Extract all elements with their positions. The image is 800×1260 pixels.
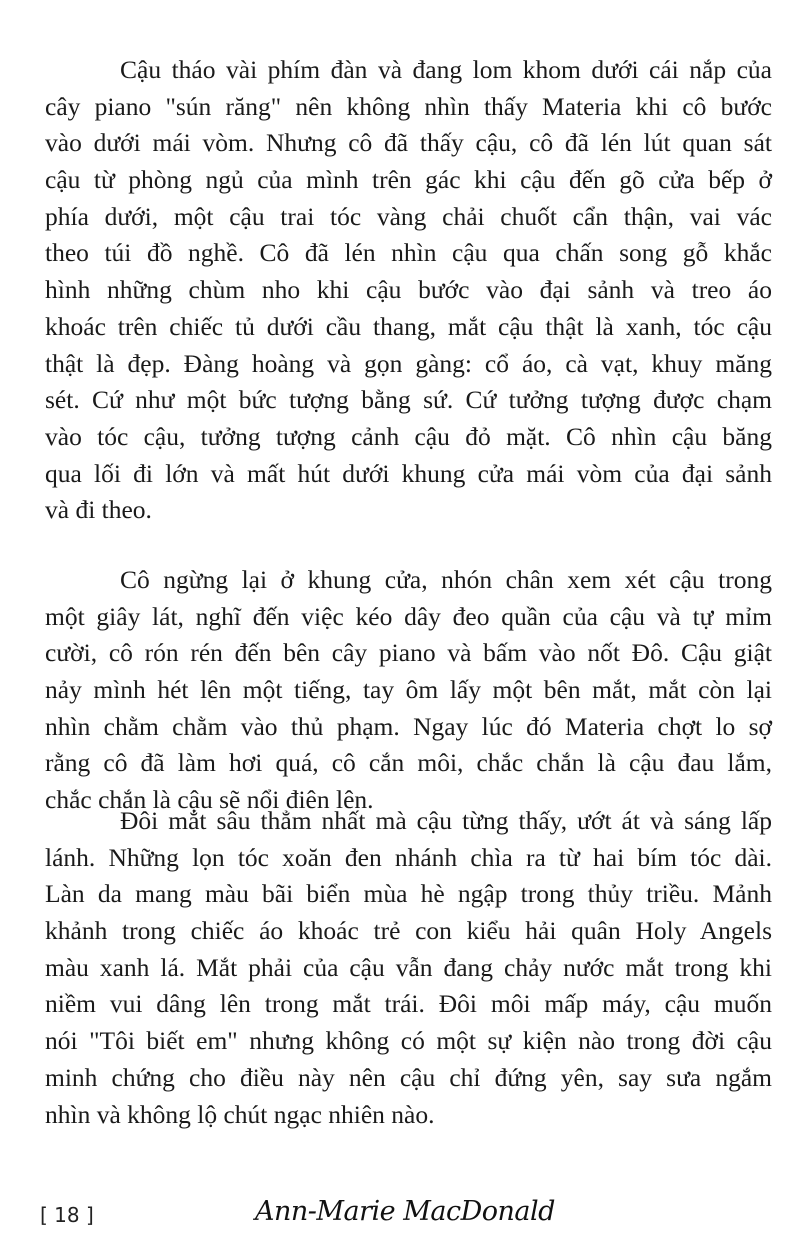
text-line: Đôi mắt sâu thẳm nhất mà cậu từng thấy, ướt át và sáng lấp xyxy=(120,806,772,835)
text-line: theo túi đồ nghề. Cô đã lén nhìn cậu qua chấn song gỗ khắc xyxy=(45,238,772,268)
text-line: nhìn chằm chằm vào thủ phạm. Ngay lúc đó Materia chợt lo sợ xyxy=(45,711,772,741)
text-line: cười, cô rón rén đến bên cây piano và bấm vào nốt Đô. Cậu giật xyxy=(45,638,772,668)
paragraph-2 xyxy=(45,562,772,819)
text-line: chắc chắn là cậu sẽ nổi điên lên. xyxy=(45,785,374,815)
text-line: khoác trên chiếc tủ dưới cầu thang, mắt cậu thật là xanh, tóc cậu xyxy=(45,311,772,341)
text-line: Cậu tháo vài phím đàn và đang lom khom dưới cái nắp của xyxy=(120,55,772,84)
text-line: lánh. Những lọn tóc xoăn đen nhánh chìa ra từ hai bím tóc dài. xyxy=(45,842,772,872)
text-line: qua lối đi lớn và mất hút dưới khung cửa mái vòm của đại sảnh xyxy=(45,458,772,488)
text-line: Cô ngừng lại ở khung cửa, nhón chân xem xét cậu trong xyxy=(120,565,772,594)
text-line: một giây lát, nghĩ đến việc kéo dây đeo quần của cậu và tự mỉm xyxy=(45,601,772,631)
text-line: nhìn và không lộ chút ngạc nhiên nào. xyxy=(45,1099,435,1129)
text-line: vào dưới mái vòm. Nhưng cô đã thấy cậu, cô đã lén lút quan sát xyxy=(45,128,772,158)
text-line: niềm vui dâng lên trong mắt trái. Đôi môi mấp máy, cậu muốn xyxy=(45,989,772,1019)
text-line: và đi theo. xyxy=(45,495,152,525)
text-line: phía dưới, một cậu trai tóc vàng chải chuốt cẩn thận, vai vác xyxy=(45,201,772,231)
text-line: nảy mình hét lên một tiếng, tay ôm lấy một bên mắt, mắt còn lại xyxy=(45,675,772,705)
text-line: minh chứng cho điều này nên cậu chỉ đứng yên, say sưa ngắm xyxy=(45,1062,772,1092)
text-line: cây piano "sún răng" nên không nhìn thấy Materia khi cô bước xyxy=(45,91,772,121)
paragraph-3 xyxy=(45,803,772,1133)
text-line: Làn da mang màu bãi biển mùa hè ngập trong thủy triều. Mảnh xyxy=(45,879,772,909)
paragraph-1 xyxy=(45,52,772,529)
text-line: vào tóc cậu, tưởng tượng cảnh cậu đỏ mặt. Cô nhìn cậu băng xyxy=(45,421,772,451)
text-line: nói "Tôi biết em" nhưng không có một sự kiện nào trong đời cậu xyxy=(45,1026,772,1056)
text-line: sét. Cứ như một bức tượng bằng sứ. Cứ tưởng tượng được chạm xyxy=(45,385,772,415)
text-line: thật là đẹp. Đàng hoàng và gọn gàng: cổ áo, cà vạt, khuy măng xyxy=(45,348,772,378)
page-number: [ 18 ] xyxy=(40,1203,94,1227)
text-line: hình những chùm nho khi cậu bước vào đại sảnh và treo áo xyxy=(45,275,772,305)
running-footer-author: Ann-Marie MacDonald xyxy=(255,1196,555,1227)
text-line: cậu từ phòng ngủ của mình trên gác khi cậu đến gõ cửa bếp ở xyxy=(45,165,772,195)
text-line: màu xanh lá. Mắt phải của cậu vẫn đang chảy nước mắt trong khi xyxy=(45,952,772,982)
text-line: khảnh trong chiếc áo khoác trẻ con kiểu hải quân Holy Angels xyxy=(45,916,772,946)
text-line: rằng cô đã làm hơi quá, cô cắn môi, chắc chắn là cậu đau lắm, xyxy=(45,748,772,778)
